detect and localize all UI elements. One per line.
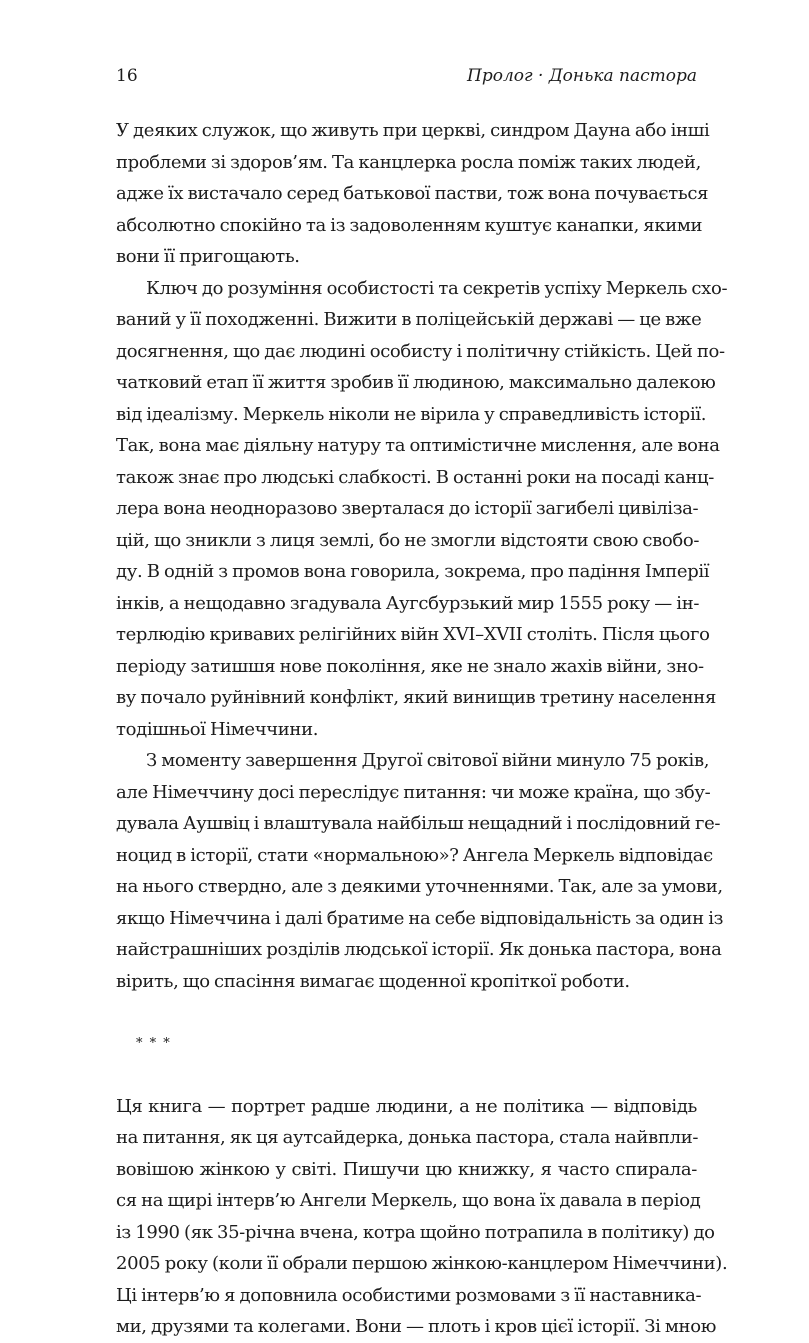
text-line: ся на щирі інтерв’ю Ангели Меркель, що вона їх давала в період	[116, 1190, 701, 1211]
text-line: адже їх вистачало серед батькової пастви, тож вона почувається	[116, 183, 709, 204]
text-line: також знає про людські слабкості. В останні роки на посаді канц-	[116, 466, 714, 488]
text-line: Ці інтерв’ю я доповнила особистими розмовами з її наставника-	[116, 1284, 702, 1306]
text-line: Так, вона має діяльну натуру та оптимістичне мислення, але вона	[116, 435, 720, 456]
text-line: ноцид в історії, стати «нормальною»? Ангела Меркель відповідає	[116, 844, 713, 866]
text-line: терлюдію кривавих релігійних війн XVI–XVII століть. Після цього	[116, 624, 710, 645]
text-line: із 1990 (як 35-річна вчена, котра щойно потрапила в політику) до	[116, 1221, 715, 1243]
text-line: ду. В одній з промов вона говорила, зокрема, про падіння Імперії	[116, 561, 710, 582]
paragraph	[116, 273, 728, 746]
section-gap	[116, 997, 697, 1028]
text-line: ву почало руйнівний конфлікт, який винищив третину населення	[116, 687, 716, 708]
text-line: Ця книга — портрет радше людини, а не політика — відповідь	[116, 1095, 697, 1117]
text-line: проблеми зі здоров’ям. Та канцлерка росла поміж таких людей,	[116, 151, 701, 173]
text-line: досягнення, що дає людині особисту і політичну стійкість. Цей по-	[116, 340, 725, 362]
text-line: періоду затишшя нове покоління, яке не знало жахів війни, зно-	[116, 655, 704, 677]
text-line: ваний у її походженні. Вижити в поліцейській державі — це вже	[116, 309, 702, 330]
text-line: З моменту завершення Другої світової війни минуло 75 років,	[146, 750, 710, 771]
paragraph	[116, 1091, 728, 1343]
page-number: 16	[116, 66, 138, 86]
paragraph	[116, 745, 724, 997]
text-line: найстрашніших розділів людської історії. Як донька пастора, вона	[116, 939, 722, 960]
text-line: ми, друзями та колегами. Вони — плоть і кров цієї історії. Зі мною	[116, 1316, 717, 1337]
text-line: цій, що зникли з лиця землі, бо не змогли відстояти свою свобо-	[116, 529, 700, 551]
text-line: дувала Аушвіц і влаштувала найбільш нещадний і послідовний ге-	[116, 813, 721, 834]
paragraph	[116, 115, 710, 273]
text-line: абсолютно спокійно та із задоволенням куштує канапки, якими	[116, 214, 703, 236]
page-body	[116, 115, 728, 1343]
text-line: але Німеччину досі переслідує питання: чи може країна, що збу-	[116, 781, 711, 803]
text-line: вони її пригощають.	[116, 246, 300, 267]
text-line: вовішою жінкою у світі. Пишучи цю книжку, я часто спирала-	[116, 1158, 697, 1180]
text-line: Ключ до розуміння особистості та секретів успіху Меркель схо-	[146, 277, 728, 299]
text-line: інків, а нещодавно згадувала Аугсбурзький мир 1555 року — ін-	[116, 592, 700, 614]
text-line: на питання, як ця аутсайдерка, донька пастора, стала найвпли-	[116, 1127, 699, 1148]
text-line: на нього ствердно, але з деякими уточненнями. Так, але за умови,	[116, 876, 723, 897]
section-gap	[116, 1060, 697, 1091]
text-line: якщо Німеччина і далі братиме на себе відповідальність за один із	[116, 907, 724, 929]
text-line: лера вона неодноразово зверталася до історії загибелі цивіліза-	[116, 498, 699, 519]
running-head: Пролог · Донька пастора	[467, 66, 697, 86]
text-line: У деяких служок, що живуть при церкві, синдром Дауна або інші	[116, 120, 710, 141]
text-line: чатковий етап її життя зробив її людиною, максимально далекою	[116, 372, 716, 393]
text-line: від ідеалізму. Меркель ніколи не вірила у справедливість історії.	[116, 403, 707, 425]
section-separator: * * *	[136, 1036, 172, 1051]
page-header	[116, 66, 697, 90]
text-line: вірить, що спасіння вимагає щоденної кропіткої роботи.	[116, 970, 630, 992]
text-line: тодішньої Німеччини.	[116, 718, 319, 740]
text-line: 2005 року (коли її обрали першою жінкою-канцлером Німеччини).	[116, 1253, 728, 1274]
